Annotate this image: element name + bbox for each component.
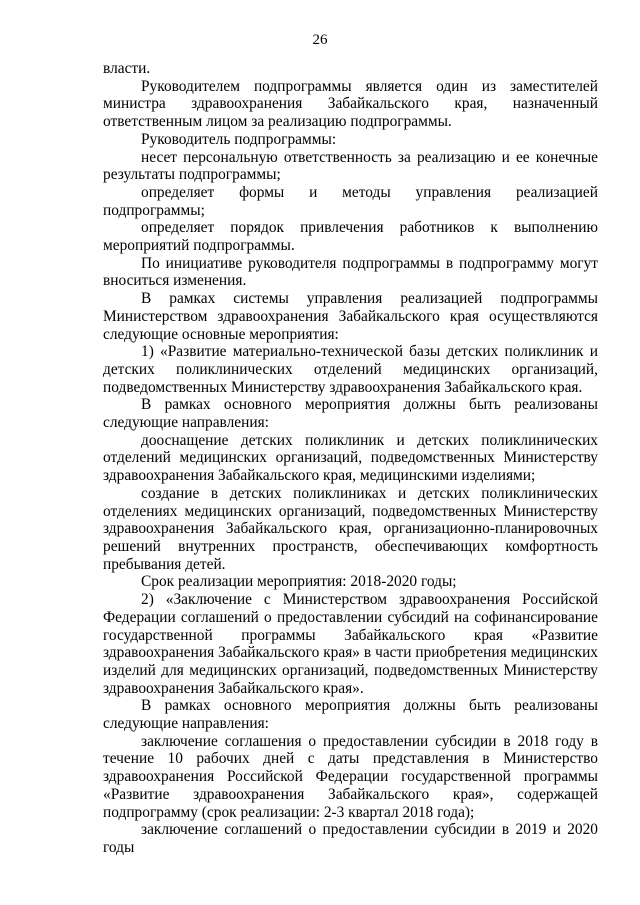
paragraph: В рамках основного мероприятия должны быть реализованы следующие направления:: [103, 396, 598, 432]
paragraph: 1) «Развитие материально-технической базы детских поликлиник и детских поликлинических отделений медицинских организаций, подведомственных Министерству здравоохранения Забайкальского края.: [103, 343, 598, 396]
paragraph: создание в детских поликлиниках и детских поликлинических отделениях медицинских организаций, подведомственных Министерству здравоохранения Забайкальского края, организационно-планировочных решений внутренних пространств, обеспечивающих комфортность пребывания детей.: [103, 484, 598, 573]
paragraph: дооснащение детских поликлиник и детских поликлинических отделений медицинских организаций, подведомственных Министерству здравоохранения Забайкальского края, медицинскими изделиями;: [103, 431, 598, 485]
paragraph: 2) «Заключение с Министерством здравоохранения Российской Федерации соглашений о предоставлении субсидий на софинансирование государственной программы Забайкальского края «Развитие здравоохранения Забайкальского края» в части приобретения медицинских изделий для медицинских организаций, подведомственных Министерству здравоохранения Забайкальского края».: [103, 591, 598, 697]
document-body: [103, 60, 598, 857]
paragraph: В рамках основного мероприятия должны быть реализованы следующие направления:: [103, 697, 598, 733]
paragraph: определяет формы и методы управления реализацией подпрограммы;: [103, 183, 598, 219]
paragraph: несет персональную ответственность за реализацию и ее конечные результаты подпрограммы;: [103, 148, 598, 184]
paragraph: Руководителем подпрограммы является один из заместителей министра здравоохранения Забайкальского края, назначенный ответственным лицом за реализацию подпрограммы.: [103, 77, 598, 131]
paragraph: Руководитель подпрограммы:: [141, 130, 337, 148]
paragraph: определяет порядок привлечения работников к выполнению мероприятий подпрограммы.: [103, 219, 598, 255]
paragraph: власти.: [103, 60, 151, 77]
page-number: 26: [312, 32, 328, 48]
paragraph: В рамках системы управления реализацией подпрограммы Министерством здравоохранения Забайкальского края осуществляются следующие основные мероприятия:: [103, 290, 598, 343]
paragraph: заключение соглашений о предоставлении субсидии в 2019 и 2020 годы: [103, 821, 598, 856]
paragraph: заключение соглашения о предоставлении субсидии в 2018 году в течение 10 рабочих дней с даты представления в Министерство здравоохранения Российской Федерации государственной программы «Развитие здравоохранения Забайкальского края», содержащей подпрограмму (срок реализации: 2-3 квартал 2018 года);: [103, 732, 598, 821]
paragraph: По инициативе руководителя подпрограммы в подпрограмму могут вноситься изменения.: [103, 254, 598, 290]
paragraph: Срок реализации мероприятия: 2018-2020 годы;: [141, 573, 457, 591]
